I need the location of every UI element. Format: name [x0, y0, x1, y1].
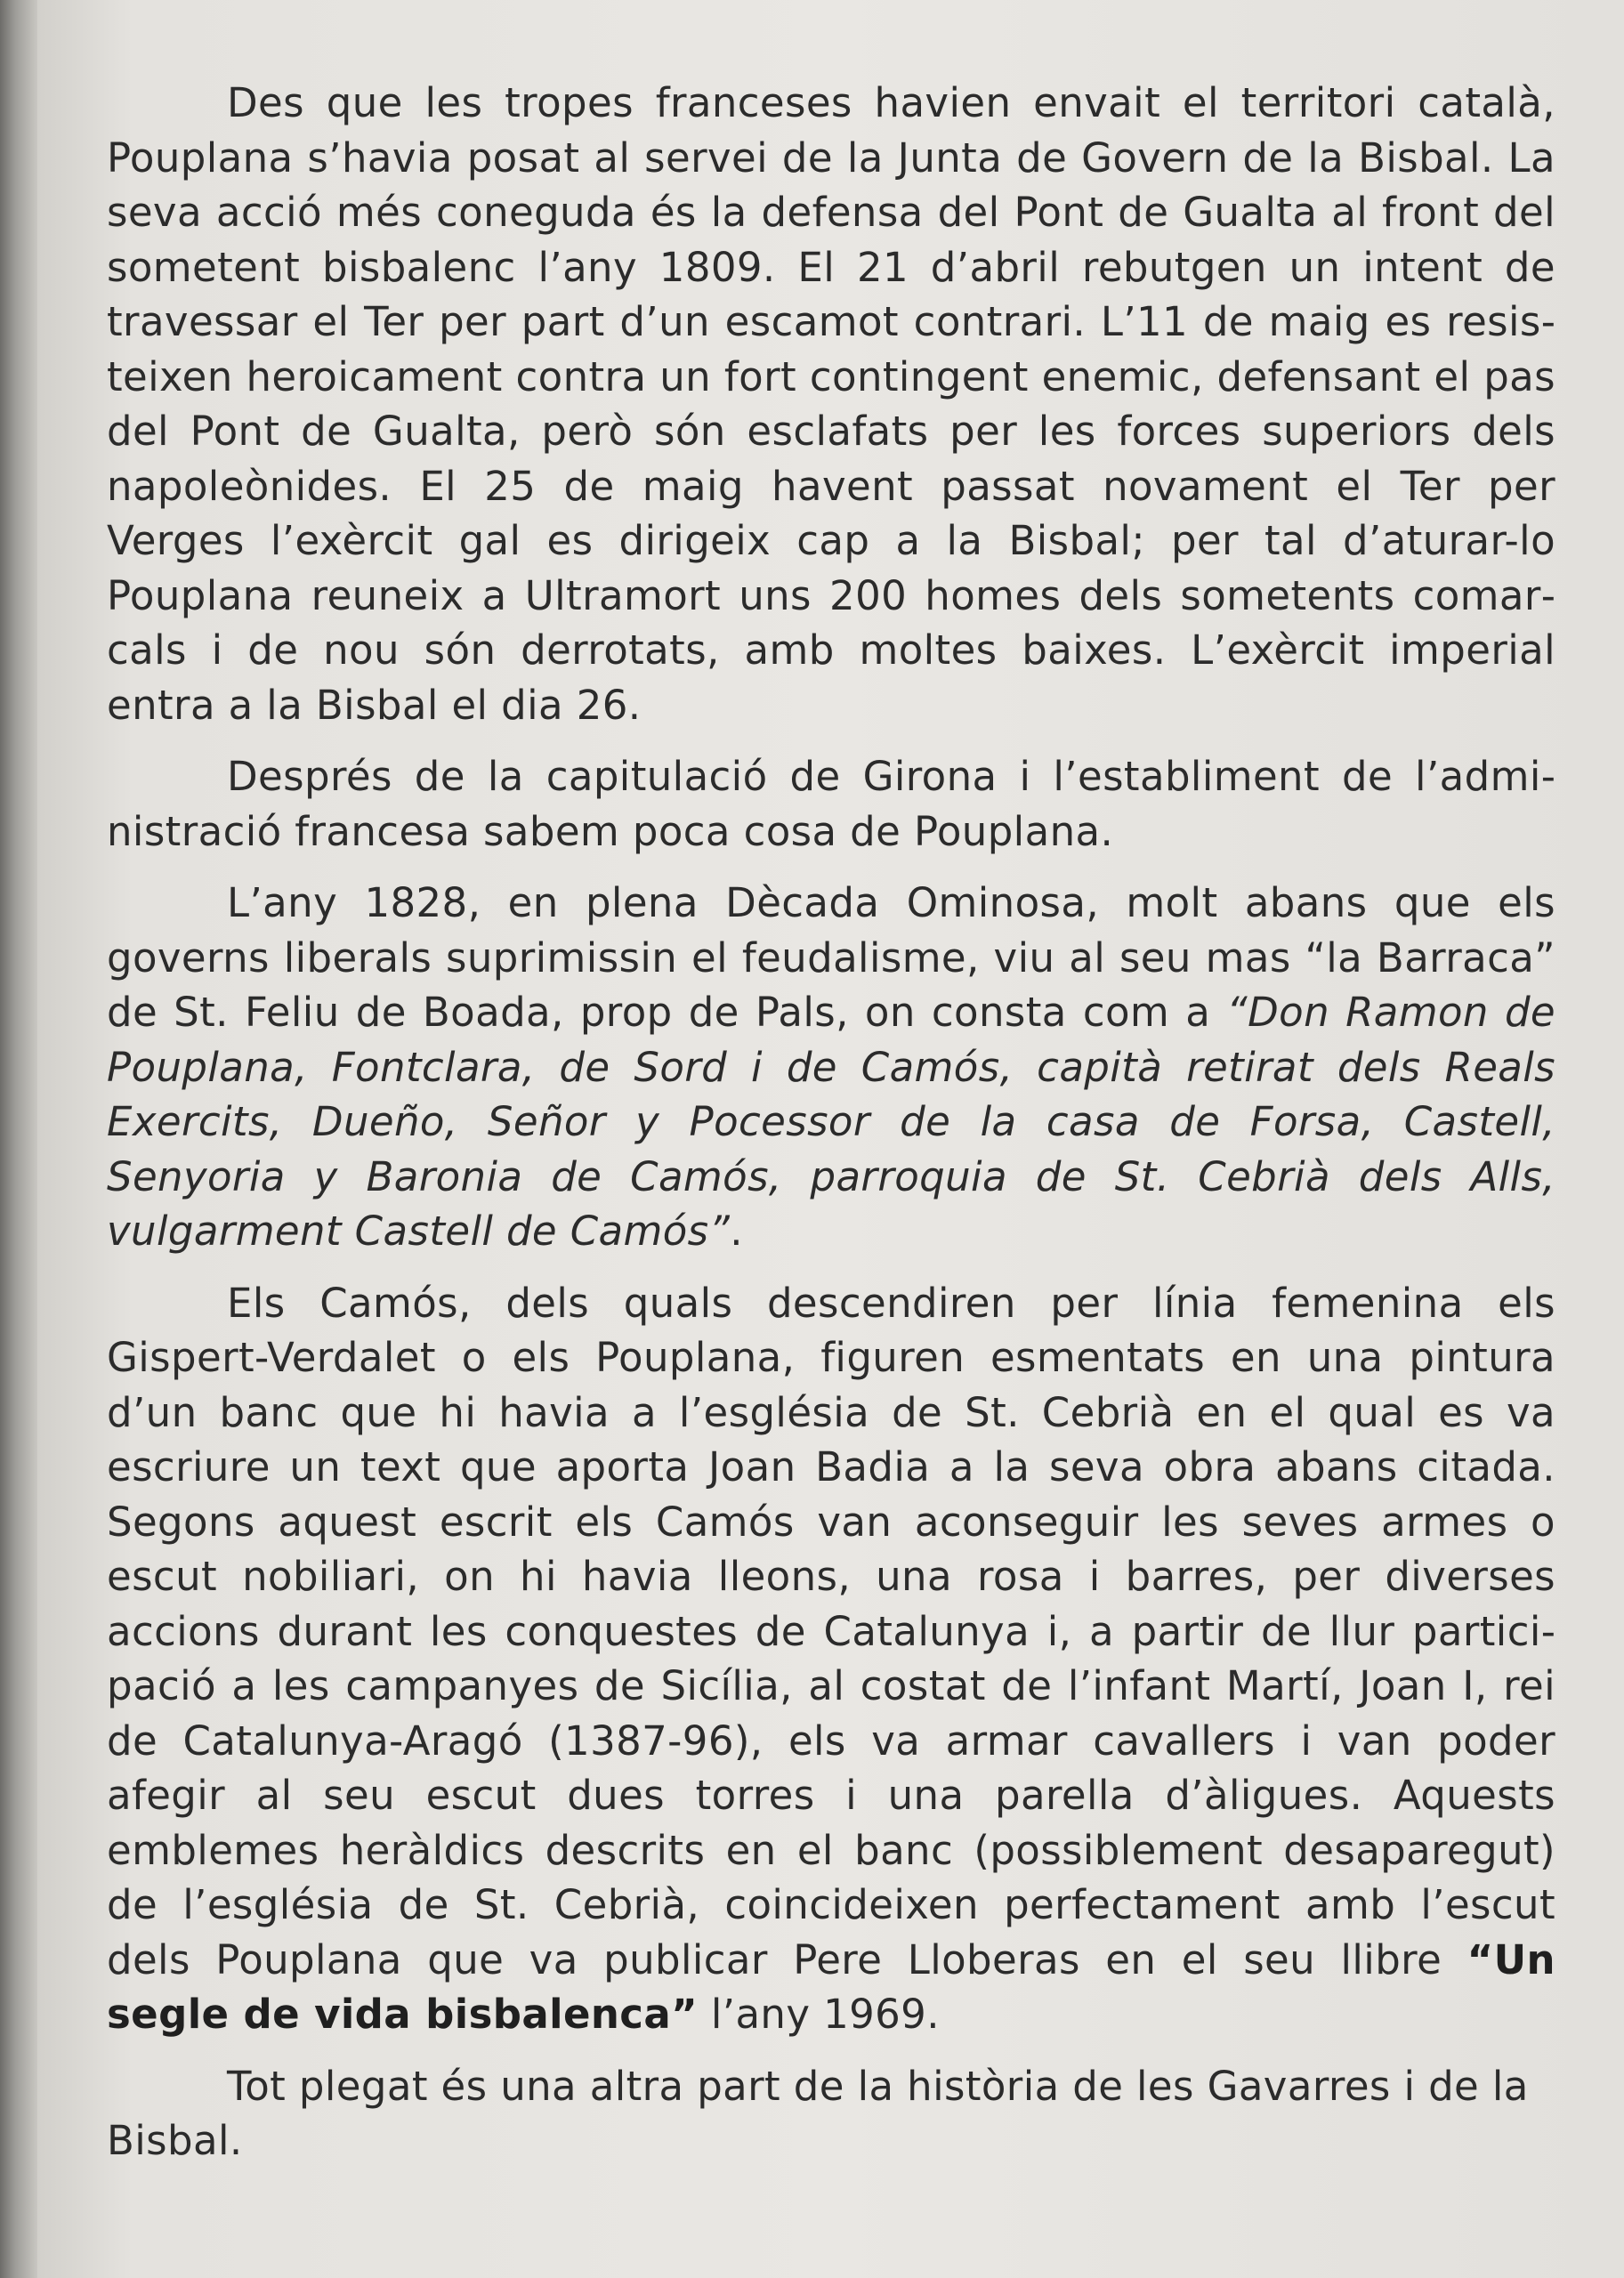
- paragraph-year-1828: [107, 876, 1555, 1259]
- paragraph-french-invasion: Des que les tropes franceses havien envait el territori català, Pouplana s’havia posat al servei de la Junta de Govern de la Bisbal. La seva acció més coneguda és la defensa del Pont de Gualta al front del sometent bisbalenc l’any 1809. El 21 d’abril rebutgen un intent de travessar el Ter per part d’un escamot contrari. L’11 de maig es resisteixen heroicament contra un fort contingent enemic, defensant el pas del Pont de Gualta, però són esclafats per les forces superiors dels napoleònides. El 25 de maig havent passat novament el Ter per Verges l’exèrcit gal es dirigeix cap a la Bisbal; per tal d’aturar-lo Pouplana reuneix a Ultramort uns 200 homes dels sometents comarcals i de nou són derrotats, amb moltes baixes. L’exèrcit imperial entra a la Bisbal el dia 26.: [107, 79, 1555, 729]
- body-text: [107, 76, 1555, 2169]
- paragraph-conclusion: Tot plegat és una altra part de la història de les Gavarres i de la Bisbal.: [107, 2062, 1529, 2164]
- paragraph-girona-capitulation: Després de la capitulació de Girona i l’establiment de l’administració francesa sabem poca cosa de Pouplana.: [107, 753, 1555, 855]
- paragraph-text-end: l’any 1969.: [698, 1991, 940, 2038]
- paragraph-text-end: .: [730, 1208, 743, 1255]
- italic-quotation: “Don Ramon de Pouplana, Fontclara, de Sord i de Camós, capità retirat dels Reals Exercits, Dueño, Señor y Pocessor de la casa de Forsa, Castell, Senyoria y Baronia de Camós, parroquia de St. Cebrià dels Alls, vulgarment Castell de Camós”: [107, 989, 1555, 1255]
- book-spine-shadow: [0, 0, 37, 2278]
- book-title: “Un segle de vida bisbalenca”: [107, 1935, 1555, 2038]
- paragraph-text: Els Camós, dels quals descendiren per línia femenina els Gispert-Verdalet o els Pouplana, figuren esmentats en una pintura d’un banc que hi havia a l’església de St. Cebrià en el qual es va escriure un text que aporta Joan Badia a la seva obra abans citada. Segons aquest escrit els Camós van aconseguir les seves armes o escut nobiliari, on hi havia lleons, una rosa i barres, per diverses accions durant les conquestes de Catalunya i, a partir de llur participació a les campanyes de Sicília, al costat de l’infant Martí, Joan I, rei de Catalunya-Aragó (1387-96), els va armar cavallers i van poder afegir al seu escut dues torres i una parella d’àligues. Aquests emblemes heràldics descrits en el banc (possiblement desaparegut) de l’església de St. Cebrià, coincideixen perfectament amb l’escut dels Pouplana que va publicar Pere Lloberas en el seu llibre: [107, 1279, 1555, 1983]
- paragraph-camos-family: [107, 1276, 1555, 2042]
- book-page: [37, 0, 1624, 2278]
- paragraph-text: L’any 1828, en plena Dècada Ominosa, molt abans que els governs liberals suprimissin el feudalisme, viu al seu mas “la Barraca” de St. Feliu de Boada, prop de Pals, on consta com a: [107, 879, 1555, 1036]
